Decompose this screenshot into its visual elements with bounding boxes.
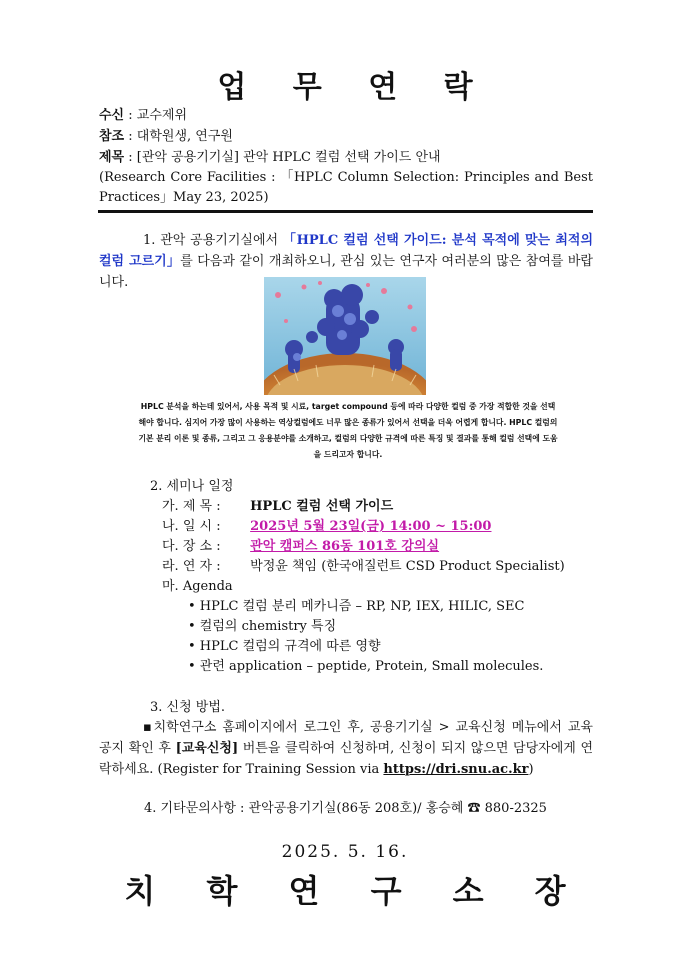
cc-value: 대학원생, 연구원 bbox=[136, 129, 233, 144]
document-title: 업 무 연 락 bbox=[217, 70, 491, 105]
intro-suffix: 를 다음과 같이 개최하오니, 관심 있는 연구자 여러분의 많은 참여를 바랍니다. bbox=[99, 254, 593, 290]
cc-label: 참조 bbox=[99, 129, 125, 144]
schedule-agenda-label: 마. Agenda bbox=[162, 579, 233, 594]
apply-text-3: ) bbox=[528, 762, 534, 777]
seminar-description: HPLC 분석을 하는데 있어서, 사용 목적 및 시료, target compound 등에 따라 다양한 컬럼 중 가장 적합한 것을 선택해야 합니다. 심지어 가장 많이 사용하는 역상컬럼에도 너무 많은 종류가 있어서 선택을 더욱 어렵게 합니다. HPLC 컬럼의 기본 분리 이론 및 종류, 그리고 그 응용분야를 소개하고, 컬럼의 다양한 규격에 따른 특징 및 결과를 통해 컬럼 선택에 도움을 드리고자 합니다. bbox=[138, 402, 558, 459]
recipient-value: 교수제위 bbox=[136, 108, 188, 123]
signature: 치 학 연 구 소 장 bbox=[124, 872, 586, 910]
apply-text-2: 버튼을 클릭하여 신청하며, 신청이 되지 않으면 담당자에게 연락하세요. (Register for Training Session via bbox=[99, 741, 593, 777]
website-link[interactable]: https://dri.snu.ac.kr bbox=[383, 762, 529, 777]
agenda-item: • 컬럼의 chemistry 특징 bbox=[188, 619, 337, 634]
agenda-item: • 관련 application – peptide, Protein, Small molecules. bbox=[188, 659, 544, 674]
agenda-item: • HPLC 컬럼의 규격에 따른 영향 bbox=[188, 639, 381, 654]
schedule-date-value: 2025년 5월 23일(금) 14:00 ~ 15:00 bbox=[250, 519, 492, 534]
schedule-place-label: 다. 장 소 : bbox=[162, 539, 221, 554]
schedule-title-row bbox=[162, 497, 393, 517]
recipient-label: 수신 bbox=[99, 108, 125, 123]
schedule-title-value: HPLC 컬럼 선택 가이드 bbox=[250, 499, 394, 514]
schedule-place-row bbox=[162, 537, 439, 557]
subject-label: 제목 bbox=[99, 150, 125, 165]
contact-line: 4. 기타문의사항 : 관악공용기기실(86동 208호)/ 홍승혜 ☎ 880-2325 bbox=[144, 801, 547, 816]
apply-text-1: ▪치학연구소 홈페이지에서 로그인 후, 공용기기실 > 교육신청 메뉴에서 교육 공지 확인 후 bbox=[99, 720, 593, 756]
schedule-speaker-row bbox=[162, 557, 565, 577]
intro-prefix: 1. 관악 공용기기실에서 bbox=[143, 233, 283, 248]
subject-value: [관악 공용기기실] 관악 HPLC 컬럼 선택 가이드 안내 bbox=[136, 150, 441, 165]
apply-heading: 3. 신청 방법. bbox=[150, 700, 226, 715]
schedule-place-value: 관악 캠퍼스 86동 101호 강의실 bbox=[250, 539, 440, 554]
subject-line: 제목 : [관악 공용기기실] 관악 HPLC 컬럼 선택 가이드 안내 bbox=[99, 150, 441, 165]
intro-highlight: 「HPLC 컬럼 선택 가이드: 분석 목적에 맞는 최적의 컬럼 고르기」 bbox=[99, 233, 594, 269]
subject-english: (Research Core Facilities : 「HPLC Column Selection: Principles and Best Practices」May 23, 2025) bbox=[99, 170, 593, 205]
schedule-heading: 2. 세미나 일정 bbox=[150, 479, 234, 494]
header-divider bbox=[98, 210, 593, 213]
recipient-line: 수신 : 교수제위 bbox=[99, 108, 188, 123]
schedule-date-row bbox=[162, 517, 491, 537]
agenda-item: • HPLC 컬럼 분리 메카니즘 – RP, NP, IEX, HILIC, SEC bbox=[188, 599, 525, 614]
schedule-title-label: 가. 제 목 : bbox=[162, 499, 221, 514]
apply-paragraph bbox=[99, 717, 593, 780]
column-molecule-image bbox=[264, 277, 426, 395]
apply-button-label: [교육신청] bbox=[175, 741, 239, 756]
schedule-speaker-value: 박정윤 책임 (한국애질런트 CSD Product Specialist) bbox=[250, 559, 565, 574]
issue-date: 2025. 5. 16. bbox=[281, 842, 409, 862]
cc-line: 참조 : 대학원생, 연구원 bbox=[99, 129, 233, 144]
schedule-speaker-label: 라. 연 자 : bbox=[162, 559, 221, 574]
schedule-date-label: 나. 일 시 : bbox=[162, 519, 221, 534]
seminar-illustration bbox=[264, 277, 426, 395]
